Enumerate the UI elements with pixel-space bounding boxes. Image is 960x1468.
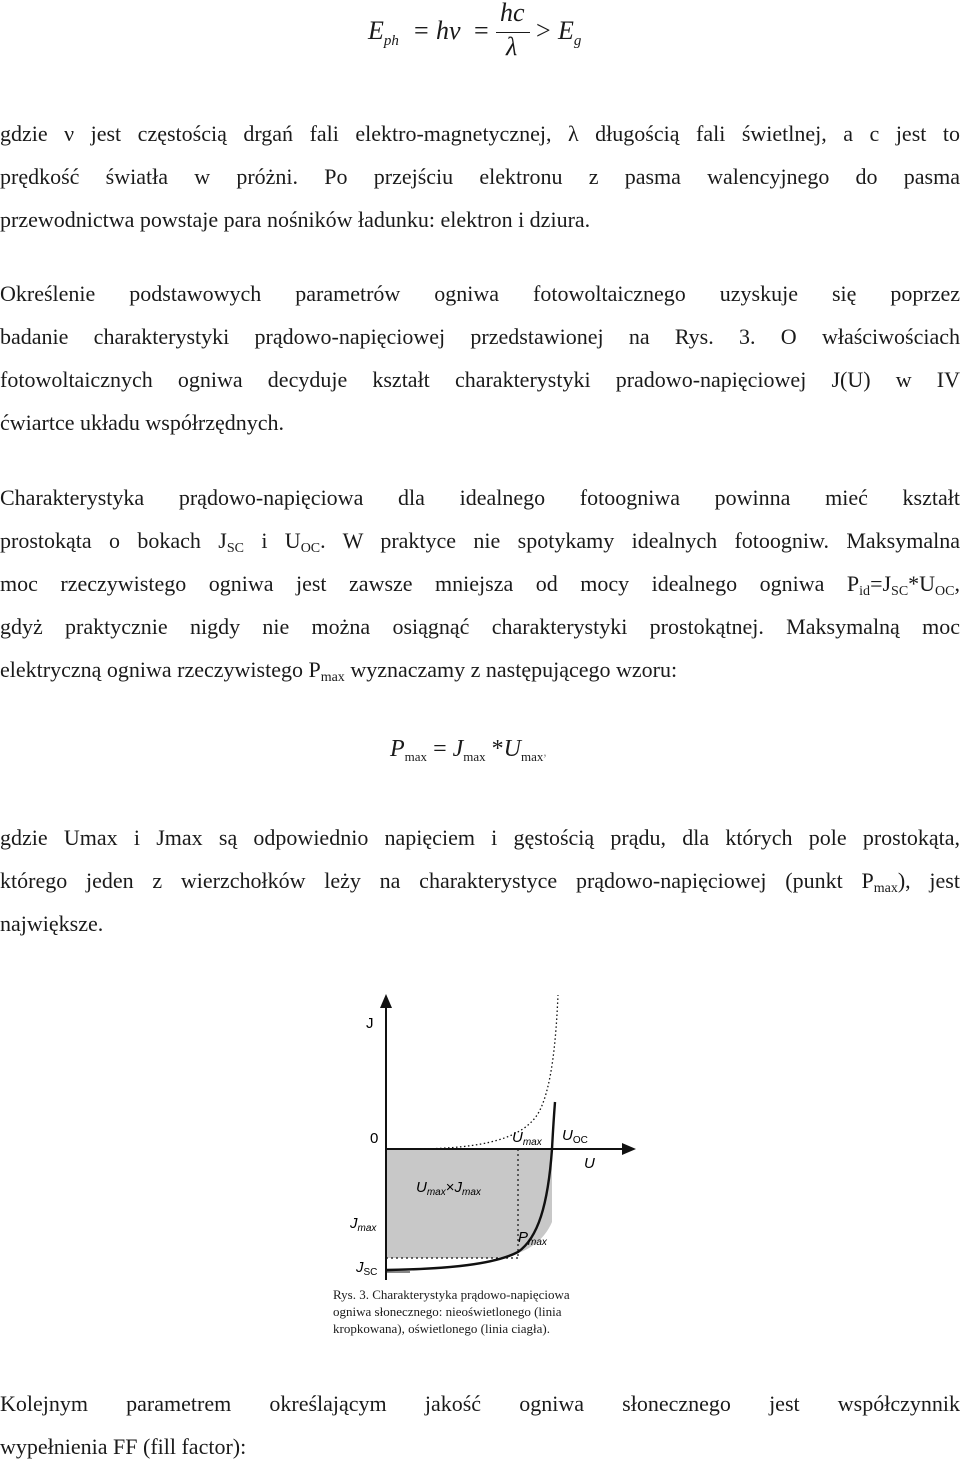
dark-curve <box>420 995 558 1149</box>
paragraph-umax-jmax: gdzie Umax i Jmax są odpowiednio napięciem i gęstością prądu, dla których pole prostokąta, którego jeden z wierzchołków leży na charakterystyce prądowo-napięciowej (punkt $P_{max}$), jest największe. <box>0 825 960 936</box>
jmax-label: $J_{max}$ <box>350 1215 377 1234</box>
umax-label: $U_{max}$ <box>512 1129 542 1148</box>
figure-caption: Rys. 3. Charakterystyka prądowo-napięciowa ogniwa słonecznego: nieoświetlonego (linia kropkowana), oświetlonego (linia ciagła). <box>333 1287 570 1336</box>
iv-characteristic-diagram <box>300 990 640 1290</box>
jsc-label: $J_{SC}$ <box>356 1259 378 1278</box>
pmax-formula: $P_{max} = J_{max}$ $*U_{max}$, <box>390 736 547 764</box>
u-axis-label: U <box>584 1155 595 1172</box>
pmax-label: $P_{max}$ <box>518 1229 547 1248</box>
origin-label: 0 <box>370 1130 379 1147</box>
area-label: $U_{max}\times J_{max}$ <box>416 1179 481 1198</box>
j-axis-arrow <box>380 994 392 1008</box>
paragraph-photon: gdzie ν jest częstością drgań fali elektro-magnetycznej, λ długością fali świetlnej, a c jest to prędkość światła w próżni. Po przejściu elektronu z pasma walencyjnego do pasma przewodnictwa powstaje para nośników ładunku: elektron i dziura. <box>0 121 960 232</box>
paragraph-ideal-cell: Charakterystyka prądowo-napięciowa dla idealnego fotoogniwa powinna mieć kształt prostokąta o bokach $J_{SC}$ i $U_{OC}$. W praktyce nie spotykamy idealnych fotoogniw. Maksymalna moc rzeczywistego ogniwa jest zawsze mniejsza od mocy idealnego ogniwa $P_{id}=J_{SC}*U_{OC}$, gdyż praktycznie nigdy nie można osiągnąć charakterystyki prostokątnej. Maksymalną moc elektryczną ogniwa rzeczywistego $P_{max}$ wyznaczamy z następującego wzoru: <box>0 485 960 685</box>
j-axis-label: J <box>366 1015 374 1032</box>
u-axis-arrow <box>622 1143 636 1155</box>
paragraph-fill-factor: Kolejnym parametrem określającym jakość ogniwa słonecznego jest współczynnik wypełnienia FF (fill factor): <box>0 1391 960 1459</box>
uoc-label: $U_{OC}$ <box>562 1127 588 1146</box>
paragraph-parameters: Określenie podstawowych parametrów ogniwa fotowoltaicznego uzyskuje się poprzez badanie charakterystyki prądowo-napięciowej przedstawionej na Rys. 3. O właściwościach fotowoltaicznych ogniwa decyduje kształt charakterystyki pradowo-napięciowej J(U) w IV ćwiartce układu współrzędnych. <box>0 281 960 435</box>
